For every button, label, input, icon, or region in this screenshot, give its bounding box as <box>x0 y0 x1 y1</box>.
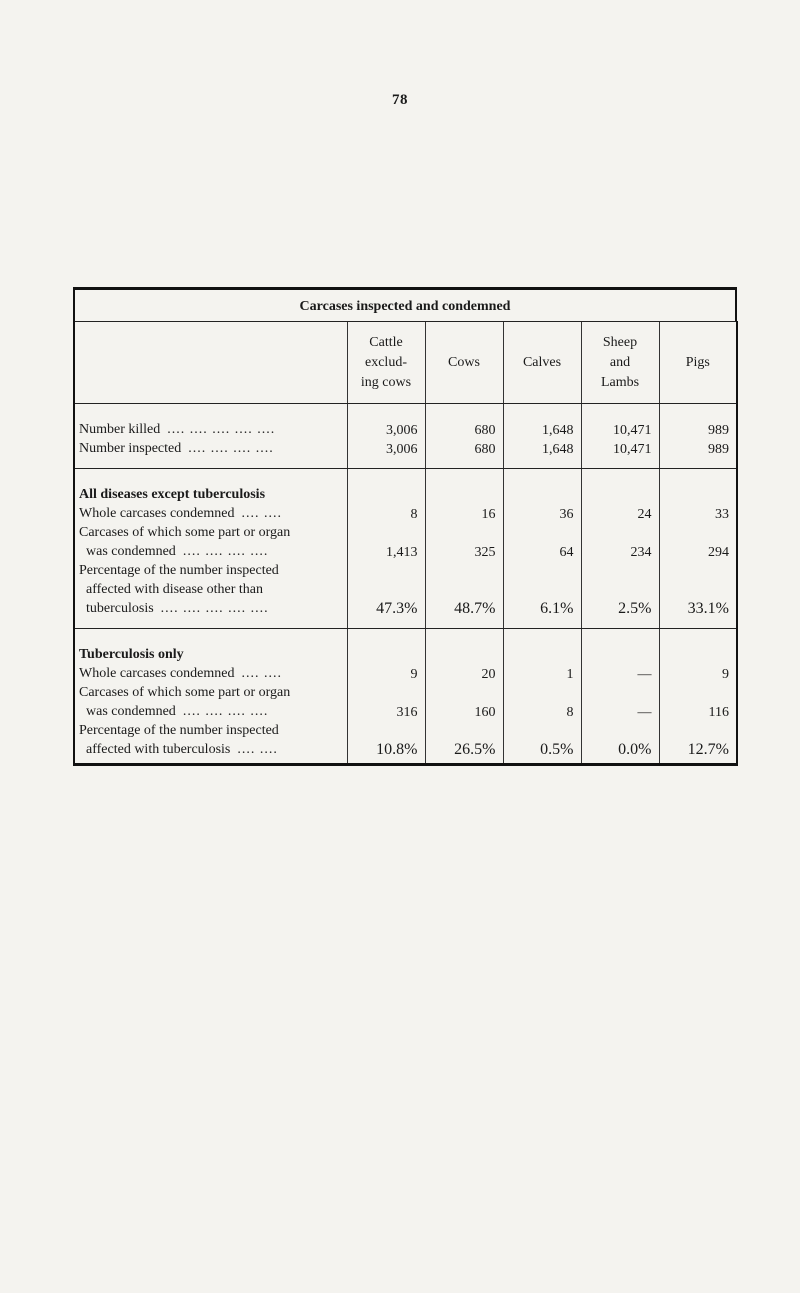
cell-value: 2.5% <box>581 561 659 629</box>
row-label: Number inspected .... .... .... .... <box>74 439 347 469</box>
cell-value: 12.7% <box>659 721 737 765</box>
table-row-tb-part-condemned <box>74 683 737 721</box>
header-blank <box>74 322 347 404</box>
cell-value: 33 <box>659 469 737 524</box>
row-label: All diseases except tuberculosis Whole carcases condemned .... .... <box>79 487 282 521</box>
column-header-cows: Cows <box>425 322 503 404</box>
cell-value: 48.7% <box>425 561 503 629</box>
header-row <box>74 322 737 404</box>
cell-value: 10,471 <box>581 439 659 469</box>
cell-value: 680 <box>425 439 503 469</box>
table-row-number-killed <box>74 404 737 440</box>
cell-value: 9 <box>659 629 737 684</box>
cell-value: 9 <box>347 629 425 684</box>
cell-value: 33.1% <box>659 561 737 629</box>
column-header-sheep: Sheep and Lambs <box>581 322 659 404</box>
section-heading-tuberculosis: Tuberculosis only <box>79 647 184 662</box>
cell-value: 16 <box>425 469 503 524</box>
cell-value: 20 <box>425 629 503 684</box>
cell-value: 234 <box>581 523 659 561</box>
cell-value: 26.5% <box>425 721 503 765</box>
cell-value: 3,006 <box>347 439 425 469</box>
cell-value: 680 <box>425 404 503 440</box>
cell-value: 10,471 <box>581 404 659 440</box>
cell-value: 116 <box>659 683 737 721</box>
cell-value: 989 <box>659 404 737 440</box>
cell-value: 1,648 <box>503 404 581 440</box>
cell-value: 294 <box>659 523 737 561</box>
column-header-cattle: Cattle exclud- ing cows <box>347 322 425 404</box>
row-label: Number killed .... .... .... .... .... <box>79 422 276 437</box>
cell-value: 47.3% <box>347 561 425 629</box>
cell-value: 24 <box>581 469 659 524</box>
cell-value: 160 <box>425 683 503 721</box>
cell-value: 1 <box>503 629 581 684</box>
cell-value: 1,648 <box>503 439 581 469</box>
cell-value: 6.1% <box>503 561 581 629</box>
row-label: Tuberculosis only Whole carcases condemned .... .... <box>79 647 282 681</box>
cell-value: 10.8% <box>347 721 425 765</box>
row-label: Carcases of which some part or organ was condemned .... .... .... .... <box>79 525 291 559</box>
table-row-number-inspected <box>74 439 737 469</box>
page-number: 78 <box>392 92 408 108</box>
cell-value: — <box>581 683 659 721</box>
cell-value: 0.0% <box>581 721 659 765</box>
table-row-tb-percentage <box>74 721 737 765</box>
cell-value: 0.5% <box>503 721 581 765</box>
row-label: Percentage of the number inspected affected with tuberculosis .... .... <box>79 723 279 757</box>
cell-value: 8 <box>503 683 581 721</box>
cell-value: 316 <box>347 683 425 721</box>
table-row-tb-whole-carcases <box>74 629 737 684</box>
cell-value: 1,413 <box>347 523 425 561</box>
cell-value: 64 <box>503 523 581 561</box>
row-label: Percentage of the number inspected affected with disease other than tuberculosis .... .... .... .... .... <box>74 561 347 629</box>
table-row-percentage-other <box>74 561 737 629</box>
cell-value: — <box>581 629 659 684</box>
table-title: Carcases inspected and condemned <box>73 287 737 321</box>
carcases-table <box>73 287 737 766</box>
cell-value: 325 <box>425 523 503 561</box>
column-header-pigs: Pigs <box>659 322 737 404</box>
row-label: Carcases of which some part or organ was condemned .... .... .... .... <box>79 685 291 719</box>
column-header-calves: Calves <box>503 322 581 404</box>
section-heading-all-diseases: All diseases except tuberculosis <box>79 487 266 502</box>
cell-value: 8 <box>347 469 425 524</box>
cell-value: 989 <box>659 439 737 469</box>
cell-value: 36 <box>503 469 581 524</box>
table-row-whole-carcases-condemned <box>74 469 737 524</box>
table-row-part-condemned <box>74 523 737 561</box>
cell-value: 3,006 <box>347 404 425 440</box>
data-table <box>73 321 738 766</box>
